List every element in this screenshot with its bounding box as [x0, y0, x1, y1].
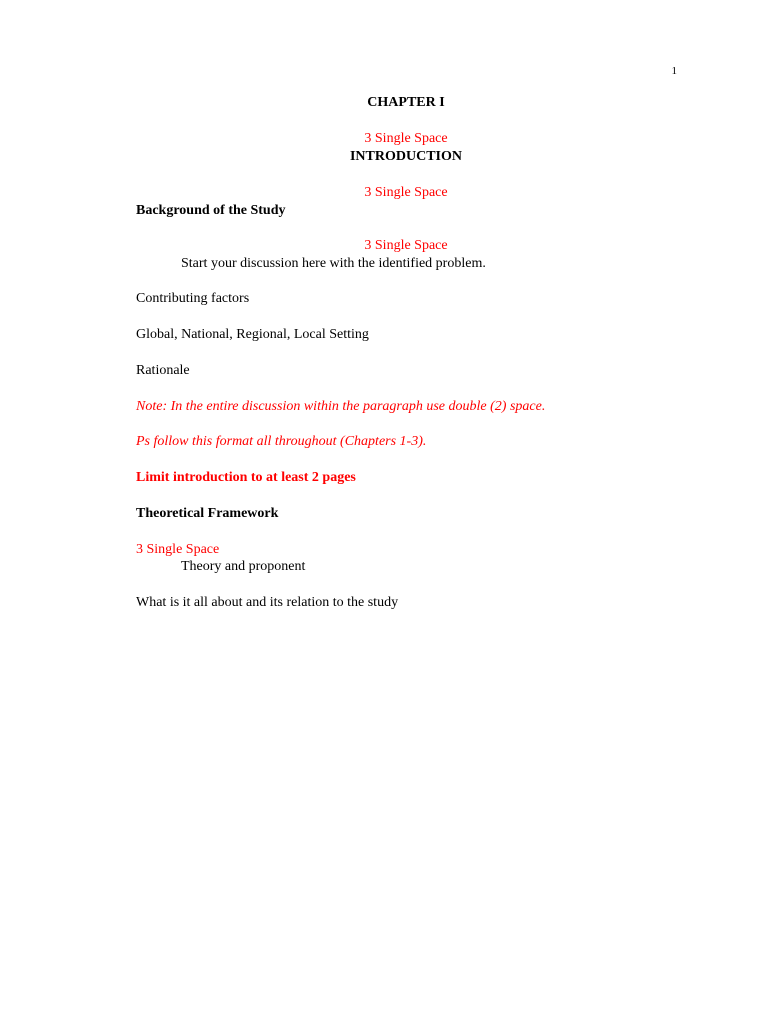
chapter-heading: CHAPTER I	[367, 95, 445, 110]
relation-paragraph: What is it all about and its relation to the study	[136, 595, 399, 610]
settings-text: Global, National, Regional, Local Setting	[136, 327, 369, 342]
section-heading-theoretical: Theoretical Framework	[136, 506, 279, 521]
spacing-note-1: 3 Single Space	[364, 131, 448, 146]
spacing-format-note: Note: In the entire discussion within the paragraph use double (2) space.	[136, 399, 546, 414]
spacing-note-4: 3 Single Space	[136, 542, 220, 557]
theory-paragraph: Theory and proponent	[181, 559, 306, 574]
section-heading-background: Background of the Study	[136, 203, 286, 218]
chapters-format-note: Ps follow this format all throughout (Chapters 1-3).	[136, 434, 427, 449]
spacing-note-2: 3 Single Space	[364, 185, 448, 200]
contributing-factors-text: Contributing factors	[136, 291, 250, 306]
spacing-note-3: 3 Single Space	[364, 238, 448, 253]
rationale-text: Rationale	[136, 363, 190, 378]
background-paragraph: Start your discussion here with the identified problem.	[181, 256, 486, 271]
chapter-title: INTRODUCTION	[349, 149, 462, 164]
page-number: 1	[671, 65, 677, 77]
page-limit-note: Limit introduction to at least 2 pages	[136, 470, 356, 485]
